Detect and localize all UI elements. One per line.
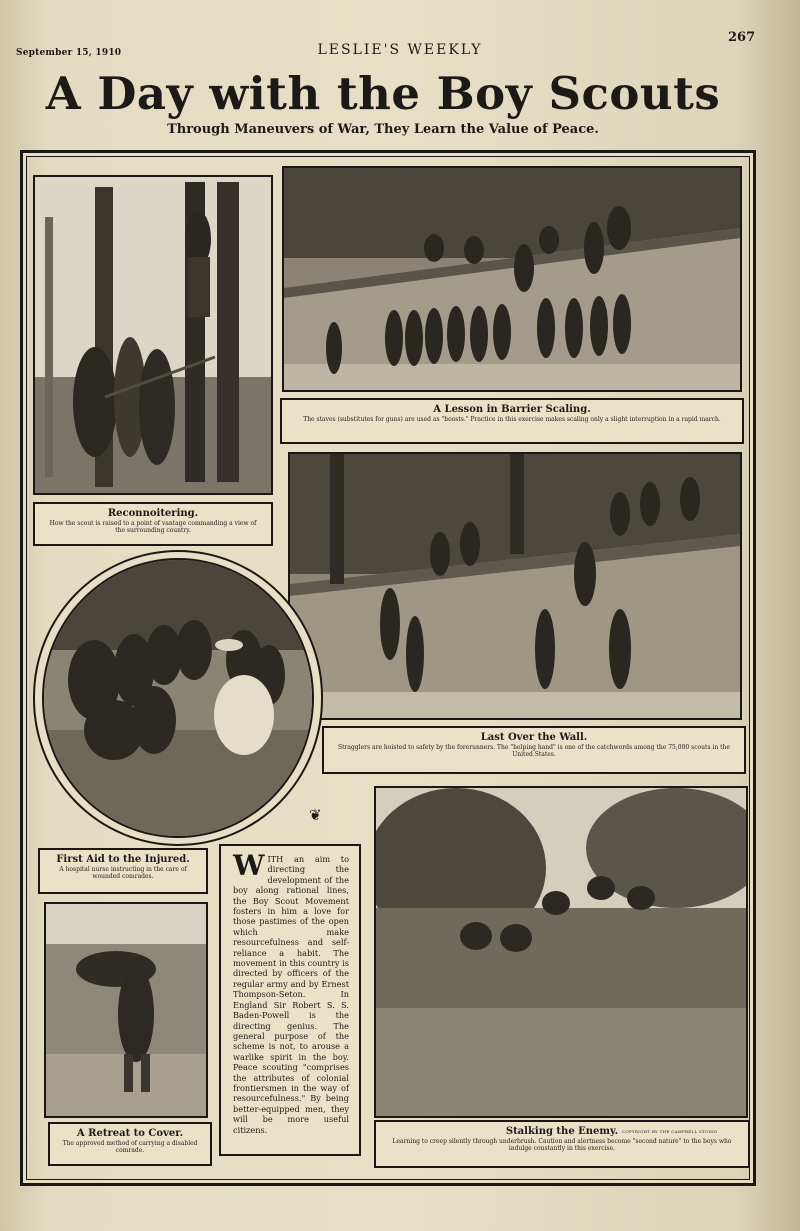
caption-title: Reconnoitering. — [107, 508, 199, 519]
caption-text: The staves (substitutes for guns) are used as "boosts." Practice in this exercise makes scaling only a slight interruption in a rapid march. — [303, 416, 721, 423]
article-text: ITH an aim to directing the development of the boy along rational lines, the Boy Scout Movement fosters in him a love for those pastimes of the open which make resourcefulness and self-reliance a habit. The movement in this country is directed by officers of the regular army and by Ernest Thompson-Seton. In England Sir Robert S. S. Baden-Powell is the directing genius. The general purpose of the scheme is not, to arouse a warlike spirit in the boy. Peace scouting "comprises the attributes of colonial frontiersmen in the way of resourcefulness." By being better-equipped men, they will be more useful citizens. — [233, 854, 349, 1135]
caption-text: The approved method of carrying a disabled comrade. — [62, 1140, 198, 1154]
page-number: 267 — [728, 30, 756, 45]
copyright-notice: COPYRIGHT BY THE CAMPBELL STUDIO — [622, 1129, 718, 1134]
caption-title: Last Over the Wall. — [480, 732, 588, 743]
caption-title: A Lesson in Barrier Scaling. — [433, 404, 591, 415]
photo-barrier-scaling — [282, 166, 742, 392]
caption-title: A Retreat to Cover. — [76, 1128, 184, 1139]
article-box — [219, 844, 361, 1156]
caption-last-over-wall — [322, 726, 746, 774]
page-subtitle: Through Maneuvers of War, They Learn the Value of Peace. — [167, 122, 599, 137]
caption-text: A hospital nurse instructing in the care of wounded comrades. — [59, 866, 187, 880]
photo-reconnoitering — [33, 175, 273, 495]
photo-stalking — [374, 786, 748, 1118]
caption-title: First Aid to the Injured. — [56, 854, 190, 865]
caption-title: Stalking the Enemy. — [505, 1126, 619, 1137]
article-body — [233, 849, 349, 1135]
drop-cap: W — [233, 849, 265, 882]
photo-first-aid — [42, 558, 314, 838]
caption-first-aid — [38, 848, 208, 894]
page-title: A Day with the Boy Scouts — [45, 67, 721, 120]
photo-retreat — [44, 902, 208, 1118]
decorative-ornament: ❦ — [309, 806, 322, 824]
caption-text: Learning to creep silently through underbrush. Caution and alertness become "second nature" to the boys who indulge constantly in this exercise. — [392, 1138, 732, 1152]
caption-text: Stragglers are hoisted to safety by the forerunners. The "helping hand" is one of the catchwords among the 75,000 scouts in the United States. — [338, 744, 730, 758]
caption-retreat — [48, 1122, 212, 1166]
caption-reconnoitering — [33, 502, 273, 546]
caption-stalking — [374, 1120, 750, 1168]
photo-last-over-wall — [288, 452, 742, 720]
masthead: LESLIE'S WEEKLY — [317, 42, 483, 58]
issue-date: September 15, 1910 — [16, 48, 122, 58]
caption-barrier-scaling — [280, 398, 744, 444]
caption-text: How the scout is raised to a point of vantage commanding a view of the surrounding country. — [49, 520, 257, 534]
